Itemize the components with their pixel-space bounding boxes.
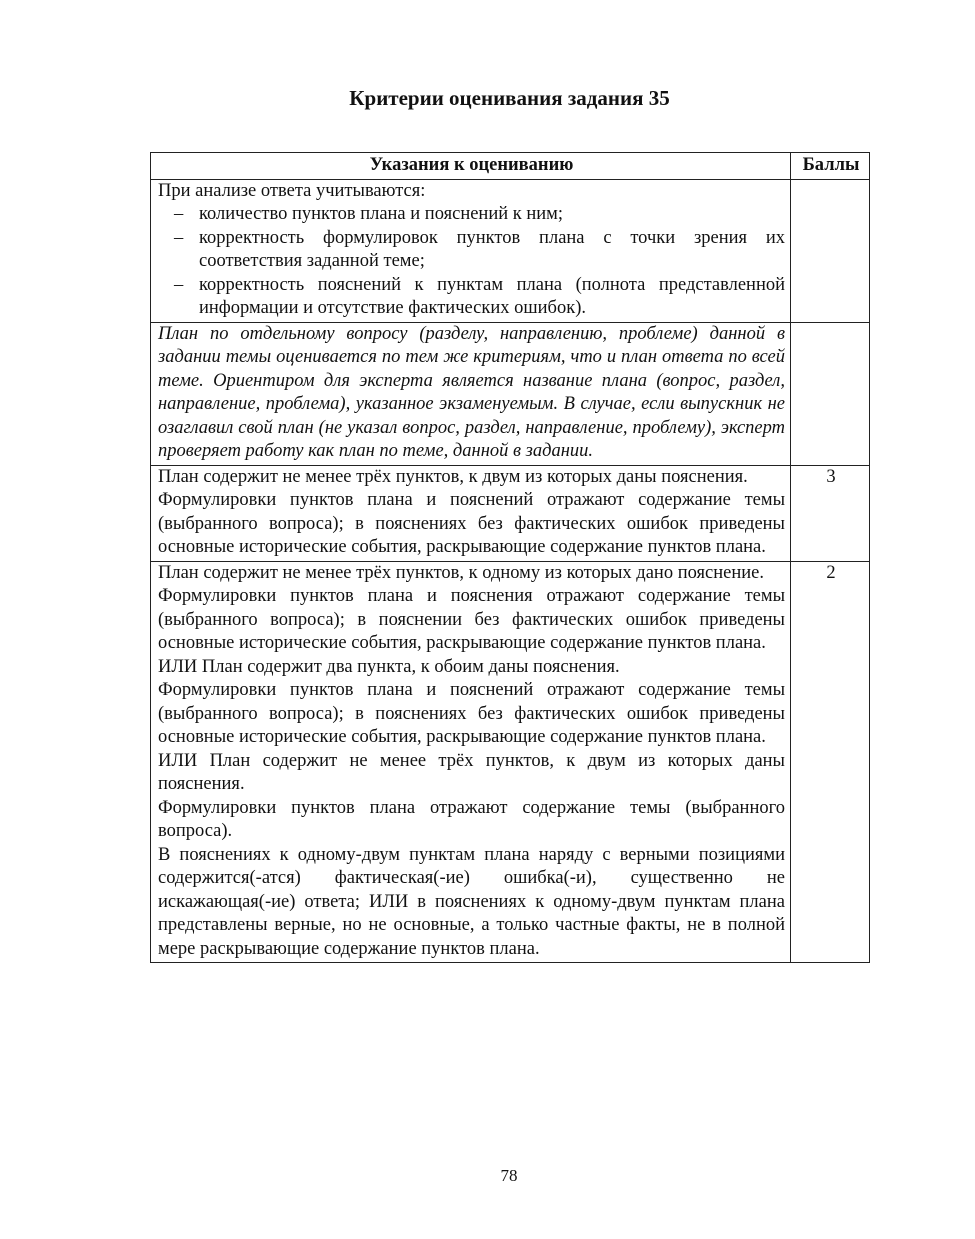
intro-bullet-list — [158, 203, 785, 321]
criteria-paragraph: Формулировки пунктов плана отражают содержание темы (выбранного вопроса). — [158, 797, 785, 841]
criteria-paragraph: В пояснениях к одному-двум пунктам плана наряду с верными позициями содержится(-атся) фактическая(-ие) ошибка(-и), существенно не искажающая(-ие) ответа; ИЛИ в пояснениях к одному-двум пунктам плана представлены верные, но не основные, а только частные факты, не в полной мере раскрывающие содержание пунктов плана. — [158, 844, 785, 959]
page-number: 78 — [500, 1166, 518, 1185]
header-instructions: Указания к оцениванию — [151, 153, 791, 180]
criteria-paragraph: План содержит не менее трёх пунктов, к двум из которых даны пояснения. — [158, 466, 748, 487]
score-value: 3 — [791, 465, 870, 561]
table-row-score-2 — [151, 561, 870, 963]
note-score-cell — [791, 322, 870, 465]
bullet-dash: – — [174, 204, 184, 224]
score-value: 2 — [791, 561, 870, 963]
list-item: – корректность формулировок пунктов плана с точки зрения их соответствия заданной теме; — [174, 227, 785, 271]
criteria-paragraph: Формулировки пунктов плана и пояснения отражают содержание темы (выбранного вопроса); в пояснении без фактических ошибок приведены основные исторические события, раскрывающие содержание пунктов плана. — [158, 586, 785, 653]
table-row-score-3 — [151, 465, 870, 561]
list-item: – корректность пояснений к пунктам плана (полнота представленной информации и отсутствие фактических ошибок). — [174, 274, 785, 318]
table-header-row — [151, 153, 870, 180]
intro-lead: При анализе ответа учитываются: — [158, 180, 426, 201]
criteria-paragraph: ИЛИ План содержит не менее трёх пунктов, к двум из которых даны пояснения. — [158, 750, 785, 794]
page-title: Критерии оценивания задания 35 — [349, 86, 670, 110]
criteria-paragraph: Формулировки пунктов плана и пояснений отражают содержание темы (выбранного вопроса); в пояснениях без фактических ошибок приведены основные исторические события, раскрывающие содержание пунктов плана. — [158, 490, 785, 557]
intro-score-cell — [791, 179, 870, 322]
table-row-note — [151, 322, 870, 465]
bullet-dash: – — [174, 227, 184, 248]
criteria-paragraph: План содержит не менее трёх пунктов, к одному из которых дано пояснение. — [158, 562, 764, 583]
header-points: Баллы — [791, 153, 870, 180]
criteria-cell — [151, 561, 791, 963]
criteria-paragraph: Формулировки пунктов плана и пояснений отражают содержание темы (выбранного вопроса); в пояснениях без фактических ошибок приведены основные исторические события, раскрывающие содержание пунктов плана. — [158, 680, 785, 747]
note-cell: План по отдельному вопросу (разделу, направлению, проблеме) данной в задании темы оценивается по тем же критериям, что и план ответа по всей теме. Ориентиром для эксперта является название плана (вопрос, раздел, направление, проблема), указанное экзаменуемым. В случае, если выпускник не озаглавил свой план (не указал вопрос, раздел, направление, проблему), эксперт проверяет работу как план по теме, данной в задании. — [151, 322, 791, 465]
intro-cell — [151, 179, 791, 322]
bullet-dash: – — [174, 274, 184, 295]
criteria-paragraph: ИЛИ План содержит два пункта, к обоим даны пояснения. — [158, 656, 620, 677]
list-item: – количество пунктов плана и пояснений к ним; — [158, 203, 785, 227]
criteria-table — [150, 152, 870, 963]
criteria-cell — [151, 465, 791, 561]
table-row-intro — [151, 179, 870, 322]
